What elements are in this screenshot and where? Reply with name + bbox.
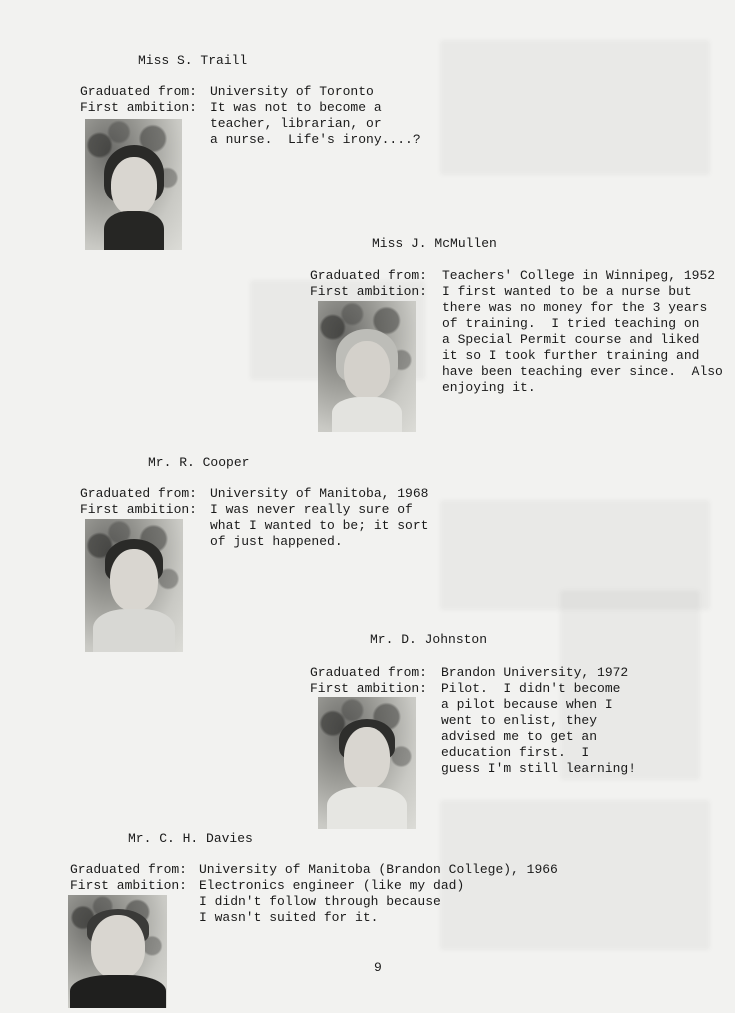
ambition-line: have been teaching ever since. Also bbox=[442, 364, 723, 379]
graduated-value: University of Manitoba (Brandon College), 1966 bbox=[199, 862, 558, 877]
graduated-label: Graduated from: bbox=[309, 665, 427, 680]
ambition-label: First ambition: bbox=[69, 878, 187, 893]
graduated-value: Teachers' College in Winnipeg, 1952 bbox=[442, 268, 716, 283]
ambition-line: guess I'm still learning! bbox=[441, 761, 637, 776]
ambition-line: I wasn't suited for it. bbox=[199, 910, 379, 925]
ambition-line: what I wanted to be; it sort bbox=[210, 518, 429, 533]
portrait-photo bbox=[318, 301, 416, 432]
ambition-line: advised me to get an bbox=[441, 729, 598, 744]
graduated-value: University of Manitoba, 1968 bbox=[210, 486, 429, 501]
ambition-line: education first. I bbox=[441, 745, 590, 760]
ambition-line: a Special Permit course and liked bbox=[442, 332, 700, 347]
ambition-line: a pilot because when I bbox=[441, 697, 613, 712]
ambition-line: enjoying it. bbox=[442, 380, 536, 395]
ambition-label: First ambition: bbox=[79, 100, 197, 115]
staff-name: Miss S. Traill bbox=[138, 53, 248, 68]
staff-name: Mr. D. Johnston bbox=[370, 632, 488, 647]
portrait-photo bbox=[85, 519, 183, 652]
graduated-value: Brandon University, 1972 bbox=[441, 665, 629, 680]
portrait-photo bbox=[85, 119, 182, 250]
ambition-line: I didn't follow through because bbox=[199, 894, 441, 909]
ambition-line: of training. I tried teaching on bbox=[442, 316, 700, 331]
ambition-line: of just happened. bbox=[210, 534, 343, 549]
ambition-label: First ambition: bbox=[309, 284, 427, 299]
ambition-line: teacher, librarian, or bbox=[210, 116, 382, 131]
ambition-line: I first wanted to be a nurse but bbox=[442, 284, 692, 299]
ambition-label: First ambition: bbox=[309, 681, 427, 696]
staff-name: Mr. R. Cooper bbox=[148, 455, 250, 470]
ambition-line: Pilot. I didn't become bbox=[441, 681, 621, 696]
staff-name: Miss J. McMullen bbox=[372, 236, 497, 251]
graduated-label: Graduated from: bbox=[309, 268, 427, 283]
graduated-value: University of Toronto bbox=[210, 84, 374, 99]
page-number: 9 bbox=[374, 960, 382, 975]
ambition-line: Electronics engineer (like my dad) bbox=[199, 878, 465, 893]
bleed-through bbox=[440, 40, 710, 175]
staff-name: Mr. C. H. Davies bbox=[128, 831, 253, 846]
portrait-photo bbox=[318, 697, 416, 829]
portrait-photo bbox=[68, 895, 167, 1008]
graduated-label: Graduated from: bbox=[79, 84, 197, 99]
ambition-line: there was no money for the 3 years bbox=[442, 300, 708, 315]
ambition-label: First ambition: bbox=[79, 502, 197, 517]
ambition-line: I was never really sure of bbox=[210, 502, 413, 517]
ambition-line: It was not to become a bbox=[210, 100, 382, 115]
ambition-line: a nurse. Life's irony....? bbox=[210, 132, 421, 147]
graduated-label: Graduated from: bbox=[69, 862, 187, 877]
ambition-line: it so I took further training and bbox=[442, 348, 700, 363]
ambition-line: went to enlist, they bbox=[441, 713, 598, 728]
graduated-label: Graduated from: bbox=[79, 486, 197, 501]
